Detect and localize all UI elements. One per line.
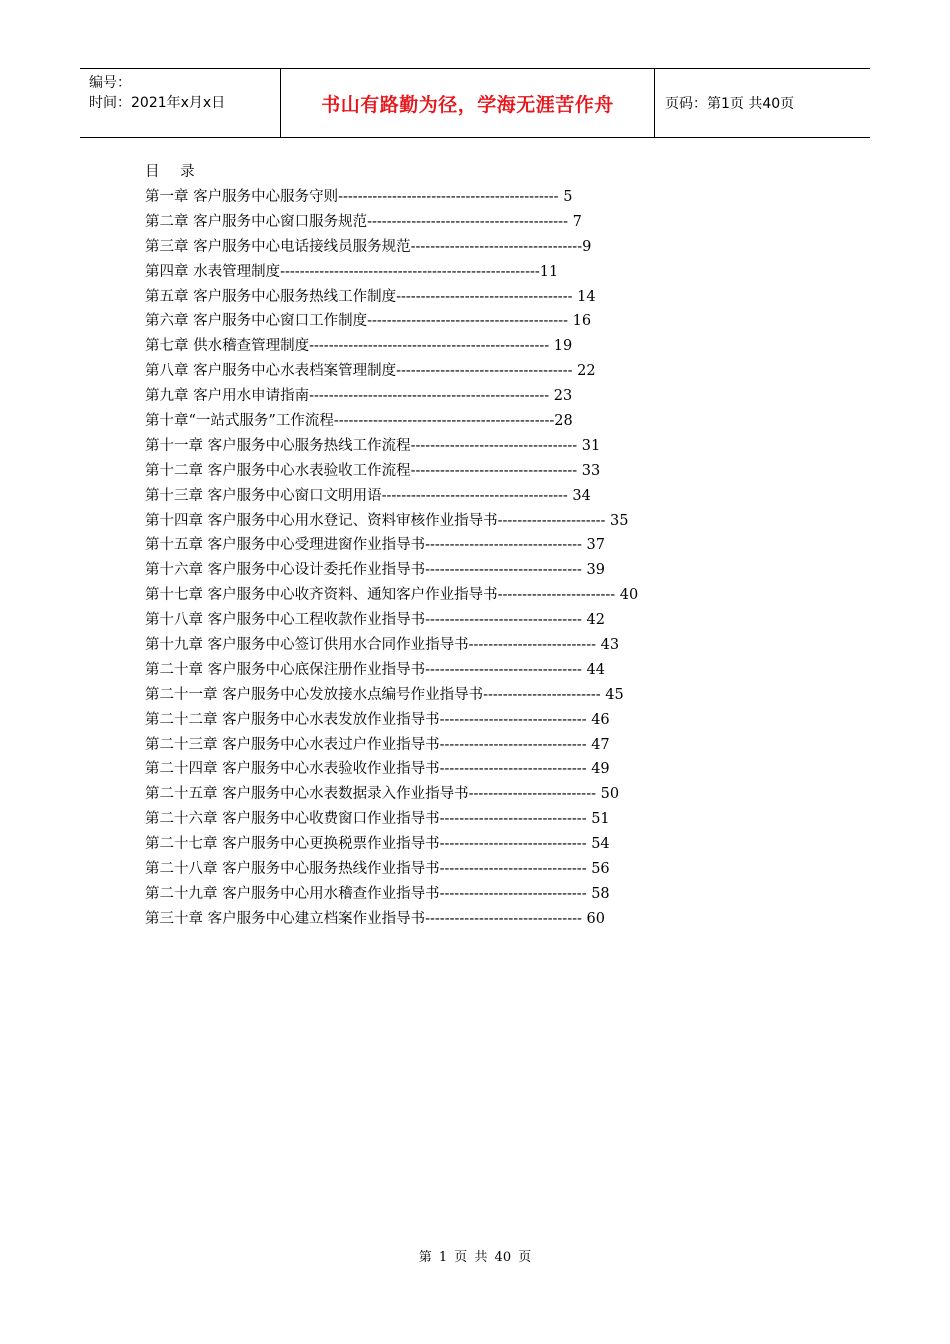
table-of-contents [145, 160, 638, 932]
header-motto-cell [281, 69, 655, 137]
header-left-cell [80, 69, 281, 137]
toc-entry[interactable]: 第四章 水表管理制度-----------------------------------------------------11 [145, 263, 559, 280]
toc-entry[interactable]: 第九章 客户用水申请指南------------------------------------------------- 23 [145, 388, 573, 405]
toc-entry[interactable]: 第八章 客户服务中心水表档案管理制度------------------------------------ 22 [145, 363, 596, 380]
header-page-info-cell [655, 69, 870, 137]
toc-entry[interactable]: 第二十九章 客户服务中心用水稽查作业指导书------------------------------ 58 [145, 885, 610, 902]
toc-entry[interactable]: 第二十章 客户服务中心底保注册作业指导书-------------------------------- 44 [145, 661, 605, 678]
header-motto: 书山有路勤为径，学海无涯苦作舟 [321, 93, 614, 116]
document-number-label: 编号： [89, 75, 131, 91]
toc-entry[interactable]: 第十五章 客户服务中心受理进窗作业指导书-------------------------------- 37 [145, 537, 605, 554]
toc-entry[interactable]: 第二十三章 客户服务中心水表过户作业指导书------------------------------ 47 [145, 736, 610, 753]
toc-entry[interactable]: 第十四章 客户服务中心用水登记、资料审核作业指导书---------------------- 35 [145, 512, 629, 529]
toc-entry[interactable]: 第六章 客户服务中心窗口工作制度----------------------------------------- 16 [145, 313, 592, 330]
toc-entry[interactable]: 第二十八章 客户服务中心服务热线作业指导书------------------------------ 56 [145, 861, 610, 878]
page-header [80, 68, 870, 138]
toc-entry[interactable]: 第二十四章 客户服务中心水表验收作业指导书------------------------------ 49 [145, 761, 610, 778]
toc-entry[interactable]: 第十章“一站式服务”工作流程---------------------------------------------28 [145, 413, 573, 430]
toc-entry[interactable]: 第七章 供水稽查管理制度------------------------------------------------- 19 [145, 338, 573, 355]
toc-entry[interactable]: 第二十六章 客户服务中心收费窗口作业指导书------------------------------ 51 [145, 811, 610, 828]
page-footer: 第 1 页 共 40 页 [418, 1250, 532, 1265]
header-page-info: 页码：第1页 共40页 [665, 96, 795, 112]
toc-entry[interactable]: 第十二章 客户服务中心水表验收工作流程---------------------------------- 33 [145, 462, 601, 479]
toc-entry[interactable]: 第十一章 客户服务中心服务热线工作流程---------------------------------- 31 [145, 437, 601, 454]
toc-entry[interactable]: 第二章 客户服务中心窗口服务规范----------------------------------------- 7 [145, 213, 582, 230]
toc-entry[interactable]: 第十七章 客户服务中心收齐资料、通知客户作业指导书------------------------ 40 [145, 587, 639, 604]
toc-list [145, 185, 638, 932]
document-time: 时间：2021年x月x日 [89, 95, 226, 111]
toc-entry[interactable]: 第五章 客户服务中心服务热线工作制度------------------------------------ 14 [145, 288, 596, 305]
toc-entry[interactable]: 第十三章 客户服务中心窗口文明用语-------------------------------------- 34 [145, 487, 591, 504]
toc-entry[interactable]: 第二十一章 客户服务中心发放接水点编号作业指导书------------------------ 45 [145, 686, 624, 703]
toc-entry[interactable]: 第十六章 客户服务中心设计委托作业指导书-------------------------------- 39 [145, 562, 605, 579]
toc-entry[interactable]: 第十八章 客户服务中心工程收款作业指导书-------------------------------- 42 [145, 612, 605, 629]
toc-entry[interactable]: 第二十二章 客户服务中心水表发放作业指导书------------------------------ 46 [145, 711, 610, 728]
toc-title: 目 录 [145, 164, 203, 180]
toc-entry[interactable]: 第十九章 客户服务中心签订供用水合同作业指导书-------------------------- 43 [145, 637, 620, 654]
toc-entry[interactable]: 第二十五章 客户服务中心水表数据录入作业指导书-------------------------- 50 [145, 786, 620, 803]
toc-entry[interactable]: 第三章 客户服务中心电话接线员服务规范-----------------------------------9 [145, 238, 592, 255]
toc-entry[interactable]: 第三十章 客户服务中心建立档案作业指导书-------------------------------- 60 [145, 910, 605, 927]
toc-entry[interactable]: 第一章 客户服务中心服务守则--------------------------------------------- 5 [145, 189, 573, 205]
toc-entry[interactable]: 第二十七章 客户服务中心更换税票作业指导书------------------------------ 54 [145, 836, 610, 853]
